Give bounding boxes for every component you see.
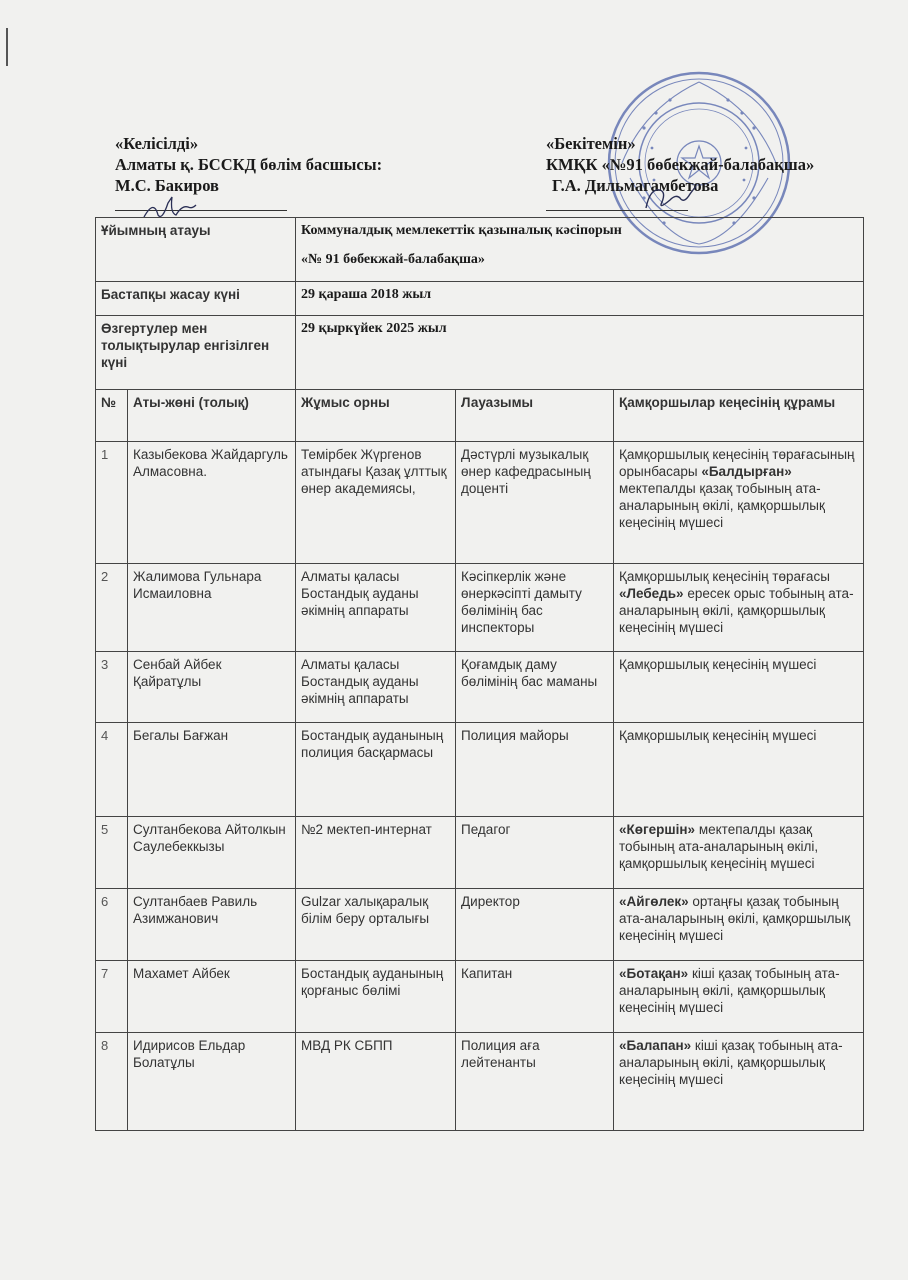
row-workplace: Алматы қаласы Бостандық ауданы әкімнің аппараты (296, 652, 456, 723)
council-table (95, 217, 864, 1131)
row-number: 1 (96, 442, 128, 564)
approval-approve-title: «Бекітемін» (546, 134, 636, 153)
org-name-line1: Коммуналдық мемлекеттік қазыналық кәсіпорын (301, 223, 622, 238)
table-row (96, 652, 864, 723)
row-name: Казыбекова Жайдаргуль Алмасовна. (128, 442, 296, 564)
row-workplace: Алматы қаласы Бостандық ауданы әкімнің аппараты (296, 564, 456, 652)
row-workplace: Бостандық ауданының полиция басқармасы (296, 723, 456, 817)
row-position: Капитан (456, 961, 614, 1033)
row-number: 3 (96, 652, 128, 723)
scan-edge-mark (6, 28, 8, 66)
table-row (96, 961, 864, 1033)
row-name: Бегалы Бағжан (128, 723, 296, 817)
council-text-post: мектепалды қазақ тобының ата-аналарының өкілі, қамқоршылық кеңесінің мүшесі (619, 481, 825, 530)
row-council (614, 1033, 864, 1131)
created-date-row (96, 282, 864, 316)
row-number: 6 (96, 889, 128, 961)
row-position: Полиция аға лейтенанты (456, 1033, 614, 1131)
row-position: Педагог (456, 817, 614, 889)
row-number: 8 (96, 1033, 128, 1131)
org-name-label: Ұйымның атауы (96, 218, 296, 282)
council-text-pre: Қамқоршылық кеңесінің мүшесі (619, 657, 817, 672)
council-group-name: «Ботақан» (619, 966, 689, 981)
org-name-row (96, 218, 864, 282)
approval-agreed-signature-line (115, 210, 287, 211)
row-name: Султанбаев Равиль Азимжанович (128, 889, 296, 961)
row-position: Кәсіпкерлік және өнеркәсіпті дамыту бөлімінің бас инспекторы (456, 564, 614, 652)
updated-date-row (96, 316, 864, 390)
approval-approve-block (546, 133, 814, 211)
council-group-name: «Лебедь» (619, 586, 684, 601)
row-number: 2 (96, 564, 128, 652)
column-header-council: Қамқоршылар кеңесінің құрамы (614, 390, 864, 442)
row-council (614, 961, 864, 1033)
council-group-name: «Айгөлек» (619, 894, 689, 909)
org-name-line2: «№ 91 бөбекжай-балабақша» (301, 252, 485, 267)
updated-date-value: 29 қыркүйек 2025 жыл (296, 316, 864, 390)
row-position: Дәстүрлі музыкалық өнер кафедрасының доценті (456, 442, 614, 564)
column-header-position: Лауазымы (456, 390, 614, 442)
row-number: 5 (96, 817, 128, 889)
council-text-pre: Қамқоршылық кеңесінің мүшесі (619, 728, 817, 743)
approval-agreed-block (115, 133, 382, 211)
council-group-name: «Көгершін» (619, 822, 696, 837)
council-text-pre: Қамқоршылық кеңесінің төрағасы (619, 569, 830, 584)
row-workplace: Gulzar халықаралық білім беру орталығы (296, 889, 456, 961)
row-workplace: МВД РК СБПП (296, 1033, 456, 1131)
row-name: Идирисов Ельдар Болатұлы (128, 1033, 296, 1131)
row-position: Полиция майоры (456, 723, 614, 817)
council-text-post: ересек орыс тобының ата-аналарының өкілі, қамқоршылық кеңесінің мүшесі (619, 586, 854, 635)
created-date-value: 29 қараша 2018 жыл (296, 282, 864, 316)
org-name-value (296, 218, 864, 282)
row-council (614, 652, 864, 723)
row-name: Махамет Айбек (128, 961, 296, 1033)
row-council (614, 889, 864, 961)
column-header-row (96, 390, 864, 442)
row-council (614, 564, 864, 652)
table-row (96, 889, 864, 961)
approval-approve-position: КМҚК «№91 бөбекжай-балабақша» (546, 155, 815, 174)
row-name: Сенбай Айбек Қайратұлы (128, 652, 296, 723)
row-position: Директор (456, 889, 614, 961)
council-text-post: мектепалды қазақ тобының ата-аналарының өкілі, қамқоршылық кеңесінің мүшесі (619, 822, 819, 871)
column-header-workplace: Жұмыс орны (296, 390, 456, 442)
council-text-pre: Қамқоршылық кеңесінің төрағасының орынбасары (619, 447, 855, 479)
column-header-number: № (96, 390, 128, 442)
table-row (96, 817, 864, 889)
council-group-name: «Балдырған» (701, 464, 792, 479)
created-date-label: Бастапқы жасау күні (96, 282, 296, 316)
council-text-post: кіші қазақ тобының ата-аналарының өкілі, қамқоршылық кеңесінің мүшесі (619, 1038, 843, 1087)
row-council (614, 817, 864, 889)
row-council (614, 723, 864, 817)
table-row (96, 442, 864, 564)
row-number: 4 (96, 723, 128, 817)
row-workplace: Темірбек Жүргенов атындағы Қазақ ұлттық өнер академиясы, (296, 442, 456, 564)
row-name: Султанбекова Айтолкын Саулебеккызы (128, 817, 296, 889)
council-text-post: ортаңғы қазақ тобының ата-аналарының өкілі, қамқоршылық кеңесінің мүшесі (619, 894, 851, 943)
council-group-name: «Балапан» (619, 1038, 692, 1053)
row-position: Қоғамдық даму бөлімінің бас маманы (456, 652, 614, 723)
council-text-post: кіші қазақ тобының ата-аналарының өкілі, қамқоршылық кеңесінің мүшесі (619, 966, 840, 1015)
column-header-name: Аты-жөні (толық) (128, 390, 296, 442)
updated-date-label: Өзгертулер мен толықтырулар енгізілген күні (96, 316, 296, 390)
approval-agreed-title: «Келісілді» (115, 134, 199, 153)
table-row (96, 1033, 864, 1131)
approval-agreed-name: М.С. Бакиров (115, 176, 219, 195)
table-row (96, 564, 864, 652)
approval-approve-signature-line (546, 210, 688, 211)
row-council (614, 442, 864, 564)
approval-agreed-position: Алматы қ. БССКД бөлім басшысы: (115, 155, 383, 174)
approval-approve-name: Г.А. Дильмагамбетова (552, 176, 719, 195)
row-workplace: Бостандық ауданының қорғаныс бөлімі (296, 961, 456, 1033)
row-name: Жалимова Гульнара Исмаиловна (128, 564, 296, 652)
row-workplace: №2 мектеп-интернат (296, 817, 456, 889)
table-row (96, 723, 864, 817)
row-number: 7 (96, 961, 128, 1033)
